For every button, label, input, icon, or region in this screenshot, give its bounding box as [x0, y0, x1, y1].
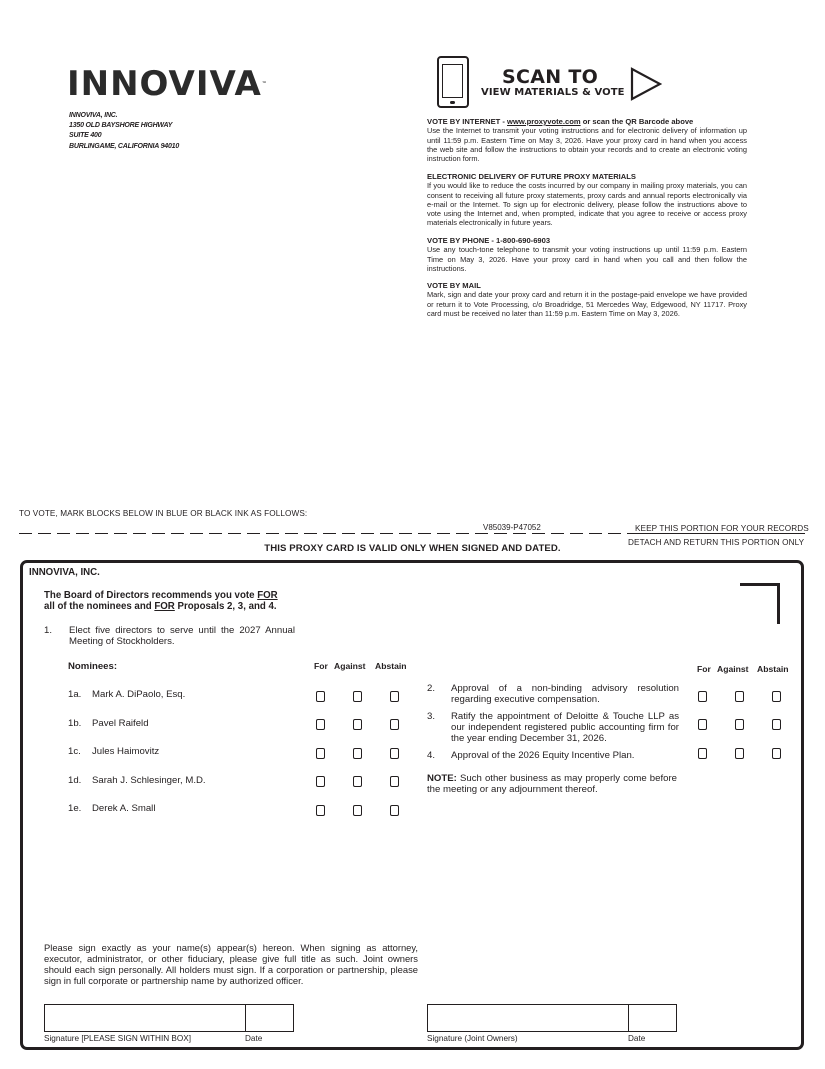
company-logo: INNOVIVA™: [67, 64, 267, 104]
proposal-text: Elect five directors to serve until the 2027 Annual Meeting of Stockholders.: [69, 625, 295, 647]
joint-signature-label: Signature (Joint Owners): [427, 1034, 518, 1043]
nominee-name: Sarah J. Schlesinger, M.D.: [92, 775, 206, 786]
note: [427, 773, 677, 795]
proposal-3: [427, 711, 679, 746]
vote-against-checkbox[interactable]: [735, 748, 744, 759]
nominee-name: Mark A. DiPaolo, Esq.: [92, 689, 186, 700]
vote-internet-section: VOTE BY INTERNET - www.proxyvote.com or scan the QR Barcode above Use the Internet to transmit your voting instructions and for electronic delivery of information up until 11:59 p.m. Eastern Time on May 3, 2026. Have your proxy card in hand when you access the web site and follow the instructions to obtain your records and to create an electronic voting instruction form.: [427, 117, 747, 164]
vote-for-checkbox[interactable]: [316, 776, 325, 787]
nominee-id: 1e.: [68, 803, 82, 814]
address-line: BURLINGAME, CALIFORNIA 94010: [69, 142, 180, 150]
nominee-name: Derek A. Small: [92, 803, 156, 814]
vote-for-checkbox[interactable]: [698, 691, 707, 702]
nominee-id: 1a.: [68, 689, 82, 700]
smartphone-icon: [437, 56, 469, 108]
vote-against-checkbox[interactable]: [353, 719, 362, 730]
vote-against-checkbox[interactable]: [735, 719, 744, 730]
vote-against-checkbox[interactable]: [735, 691, 744, 702]
nominee-id: 1c.: [68, 746, 81, 757]
electronic-delivery-section: [427, 172, 747, 228]
nominee-id: 1d.: [68, 775, 82, 786]
vote-against-checkbox[interactable]: [353, 805, 362, 816]
proposal-text: Approval of a non-binding advisory resolution regarding executive compensation.: [451, 683, 679, 705]
vote-mail-section: [427, 281, 747, 318]
proposal-number: 2.: [427, 683, 436, 694]
address-line: 1350 OLD BAYSHORE HIGHWAY: [69, 122, 173, 130]
mark-instruction: TO VOTE, MARK BLOCKS BELOW IN BLUE OR BLACK INK AS FOLLOWS:: [19, 509, 308, 518]
date-divider: [245, 1005, 246, 1031]
vote-abstain-checkbox[interactable]: [772, 748, 781, 759]
joint-signature-box[interactable]: [427, 1004, 677, 1032]
electronic-body: If you would like to reduce the costs incurred by our company in mailing proxy materials, you can consent to receiving all future proxy statements, proxy cards and annual reports electronically via e-mail or the Internet. To sign up for electronic delivery, please follow the instructions above to vote using the Internet and, when prompted, indicate that you agree to receive or access proxy materials electronically in future years.: [427, 181, 747, 228]
vote-abstain-checkbox[interactable]: [390, 748, 399, 759]
address-line: INNOVIVA, INC.: [69, 112, 118, 119]
vote-abstain-checkbox[interactable]: [390, 691, 399, 702]
vote-against-checkbox[interactable]: [353, 691, 362, 702]
vote-for-checkbox[interactable]: [316, 691, 325, 702]
proposal-2: [427, 683, 679, 707]
detach-solid-line: [628, 533, 805, 534]
vote-for-checkbox[interactable]: [698, 748, 707, 759]
scan-subtitle: VIEW MATERIALS & VOTE: [481, 87, 625, 98]
column-for: For: [697, 664, 711, 674]
date-divider: [628, 1005, 629, 1031]
detach-dashed-line: [19, 533, 632, 534]
vote-against-checkbox[interactable]: [353, 776, 362, 787]
vote-abstain-checkbox[interactable]: [390, 805, 399, 816]
proposal-number: 1.: [44, 625, 53, 636]
mail-body: Mark, sign and date your proxy card and return it in the postage-paid envelope we have provided or return it to Vote Processing, c/o Broadridge, 51 Mercedes Way, Edgewood, NY 11717. Proxy card must be received no later than 11:59 p.m. Eastern Time on May 3, 2026.: [427, 290, 747, 318]
vote-against-checkbox[interactable]: [353, 748, 362, 759]
column-against: Against: [717, 664, 749, 674]
vote-abstain-checkbox[interactable]: [772, 691, 781, 702]
internet-body: Use the Internet to transmit your voting instructions and for electronic delivery of information up until 11:59 p.m. Eastern Time on May 3, 2026. Have your proxy card in hand when you access the web site and follow the instructions to obtain your records and to create an electronic voting instruction form.: [427, 126, 747, 164]
registration-corner-mark: [740, 583, 780, 624]
vote-for-checkbox[interactable]: [698, 719, 707, 730]
vote-for-checkbox[interactable]: [316, 748, 325, 759]
phone-body: Use any touch-tone telephone to transmit your voting instructions up until 11:59 p.m. Eastern Time on May 3, 2026. Have your proxy card in hand when you call and then follow the instructions.: [427, 245, 747, 273]
note-label: NOTE:: [427, 773, 457, 784]
nominee-id: 1b.: [68, 718, 82, 729]
proxyvote-link[interactable]: www.proxyvote.com: [507, 117, 581, 126]
nominee-name: Pavel Raifeld: [92, 718, 149, 729]
electronic-heading: ELECTRONIC DELIVERY OF FUTURE PROXY MATERIALS: [427, 172, 636, 181]
signing-instructions: Please sign exactly as your name(s) appear(s) hereon. When signing as attorney, executor, administrator, or other fiduciary, please give full title as such. Joint owners should each sign personally. All holders must sign. If a corporation or partnership, please sign in full corporate or partnership name by authorized officer.: [44, 942, 418, 986]
proposal-number: 4.: [427, 750, 436, 761]
card-company-name: INNOVIVA, INC.: [29, 567, 100, 578]
play-arrow-icon: [630, 67, 662, 101]
proposal-text: Approval of the 2026 Equity Incentive Plan.: [451, 750, 635, 761]
signature-box[interactable]: [44, 1004, 294, 1032]
scan-title: SCAN TO: [502, 66, 599, 88]
column-against: Against: [334, 661, 366, 671]
company-address: [69, 111, 179, 152]
proposal-1: [44, 625, 295, 649]
signature-label: Signature [PLEASE SIGN WITHIN BOX]: [44, 1034, 191, 1043]
phone-heading: VOTE BY PHONE - 1-800-690-6903: [427, 236, 551, 245]
trademark-mark: ™: [261, 81, 267, 87]
board-recommendation: The Board of Directors recommends you vote FOR all of the nominees and FOR Proposals 2, 3, and 4.: [44, 590, 278, 612]
mail-heading: VOTE BY MAIL: [427, 281, 481, 290]
proposal-number: 3.: [427, 711, 436, 722]
detach-portion-label: DETACH AND RETURN THIS PORTION ONLY: [628, 538, 805, 547]
joint-date-label: Date: [628, 1034, 646, 1043]
nominee-name: Jules Haimovitz: [92, 746, 160, 757]
vote-abstain-checkbox[interactable]: [390, 776, 399, 787]
nominees-label: Nominees:: [68, 661, 118, 672]
note-text: Such other business as may properly come before the meeting or any adjournment thereof.: [427, 773, 677, 795]
proposal-text: Ratify the appointment of Deloitte & Touche LLP as our independent registered public accounting firm for the year ending December 31, 2026.: [451, 711, 679, 744]
column-for: For: [314, 661, 328, 671]
proposal-4: [427, 750, 679, 763]
vote-abstain-checkbox[interactable]: [772, 719, 781, 730]
date-label: Date: [245, 1034, 263, 1043]
column-abstain: Abstain: [375, 661, 407, 671]
vote-abstain-checkbox[interactable]: [390, 719, 399, 730]
validity-notice: THIS PROXY CARD IS VALID ONLY WHEN SIGNED AND DATED.: [264, 543, 561, 554]
control-code: V85039-P47052: [483, 523, 541, 532]
column-abstain: Abstain: [757, 664, 789, 674]
vote-for-checkbox[interactable]: [316, 805, 325, 816]
keep-portion-label: KEEP THIS PORTION FOR YOUR RECORDS: [635, 524, 809, 533]
vote-for-checkbox[interactable]: [316, 719, 325, 730]
address-line: SUITE 400: [69, 132, 102, 140]
vote-phone-section: [427, 236, 747, 273]
